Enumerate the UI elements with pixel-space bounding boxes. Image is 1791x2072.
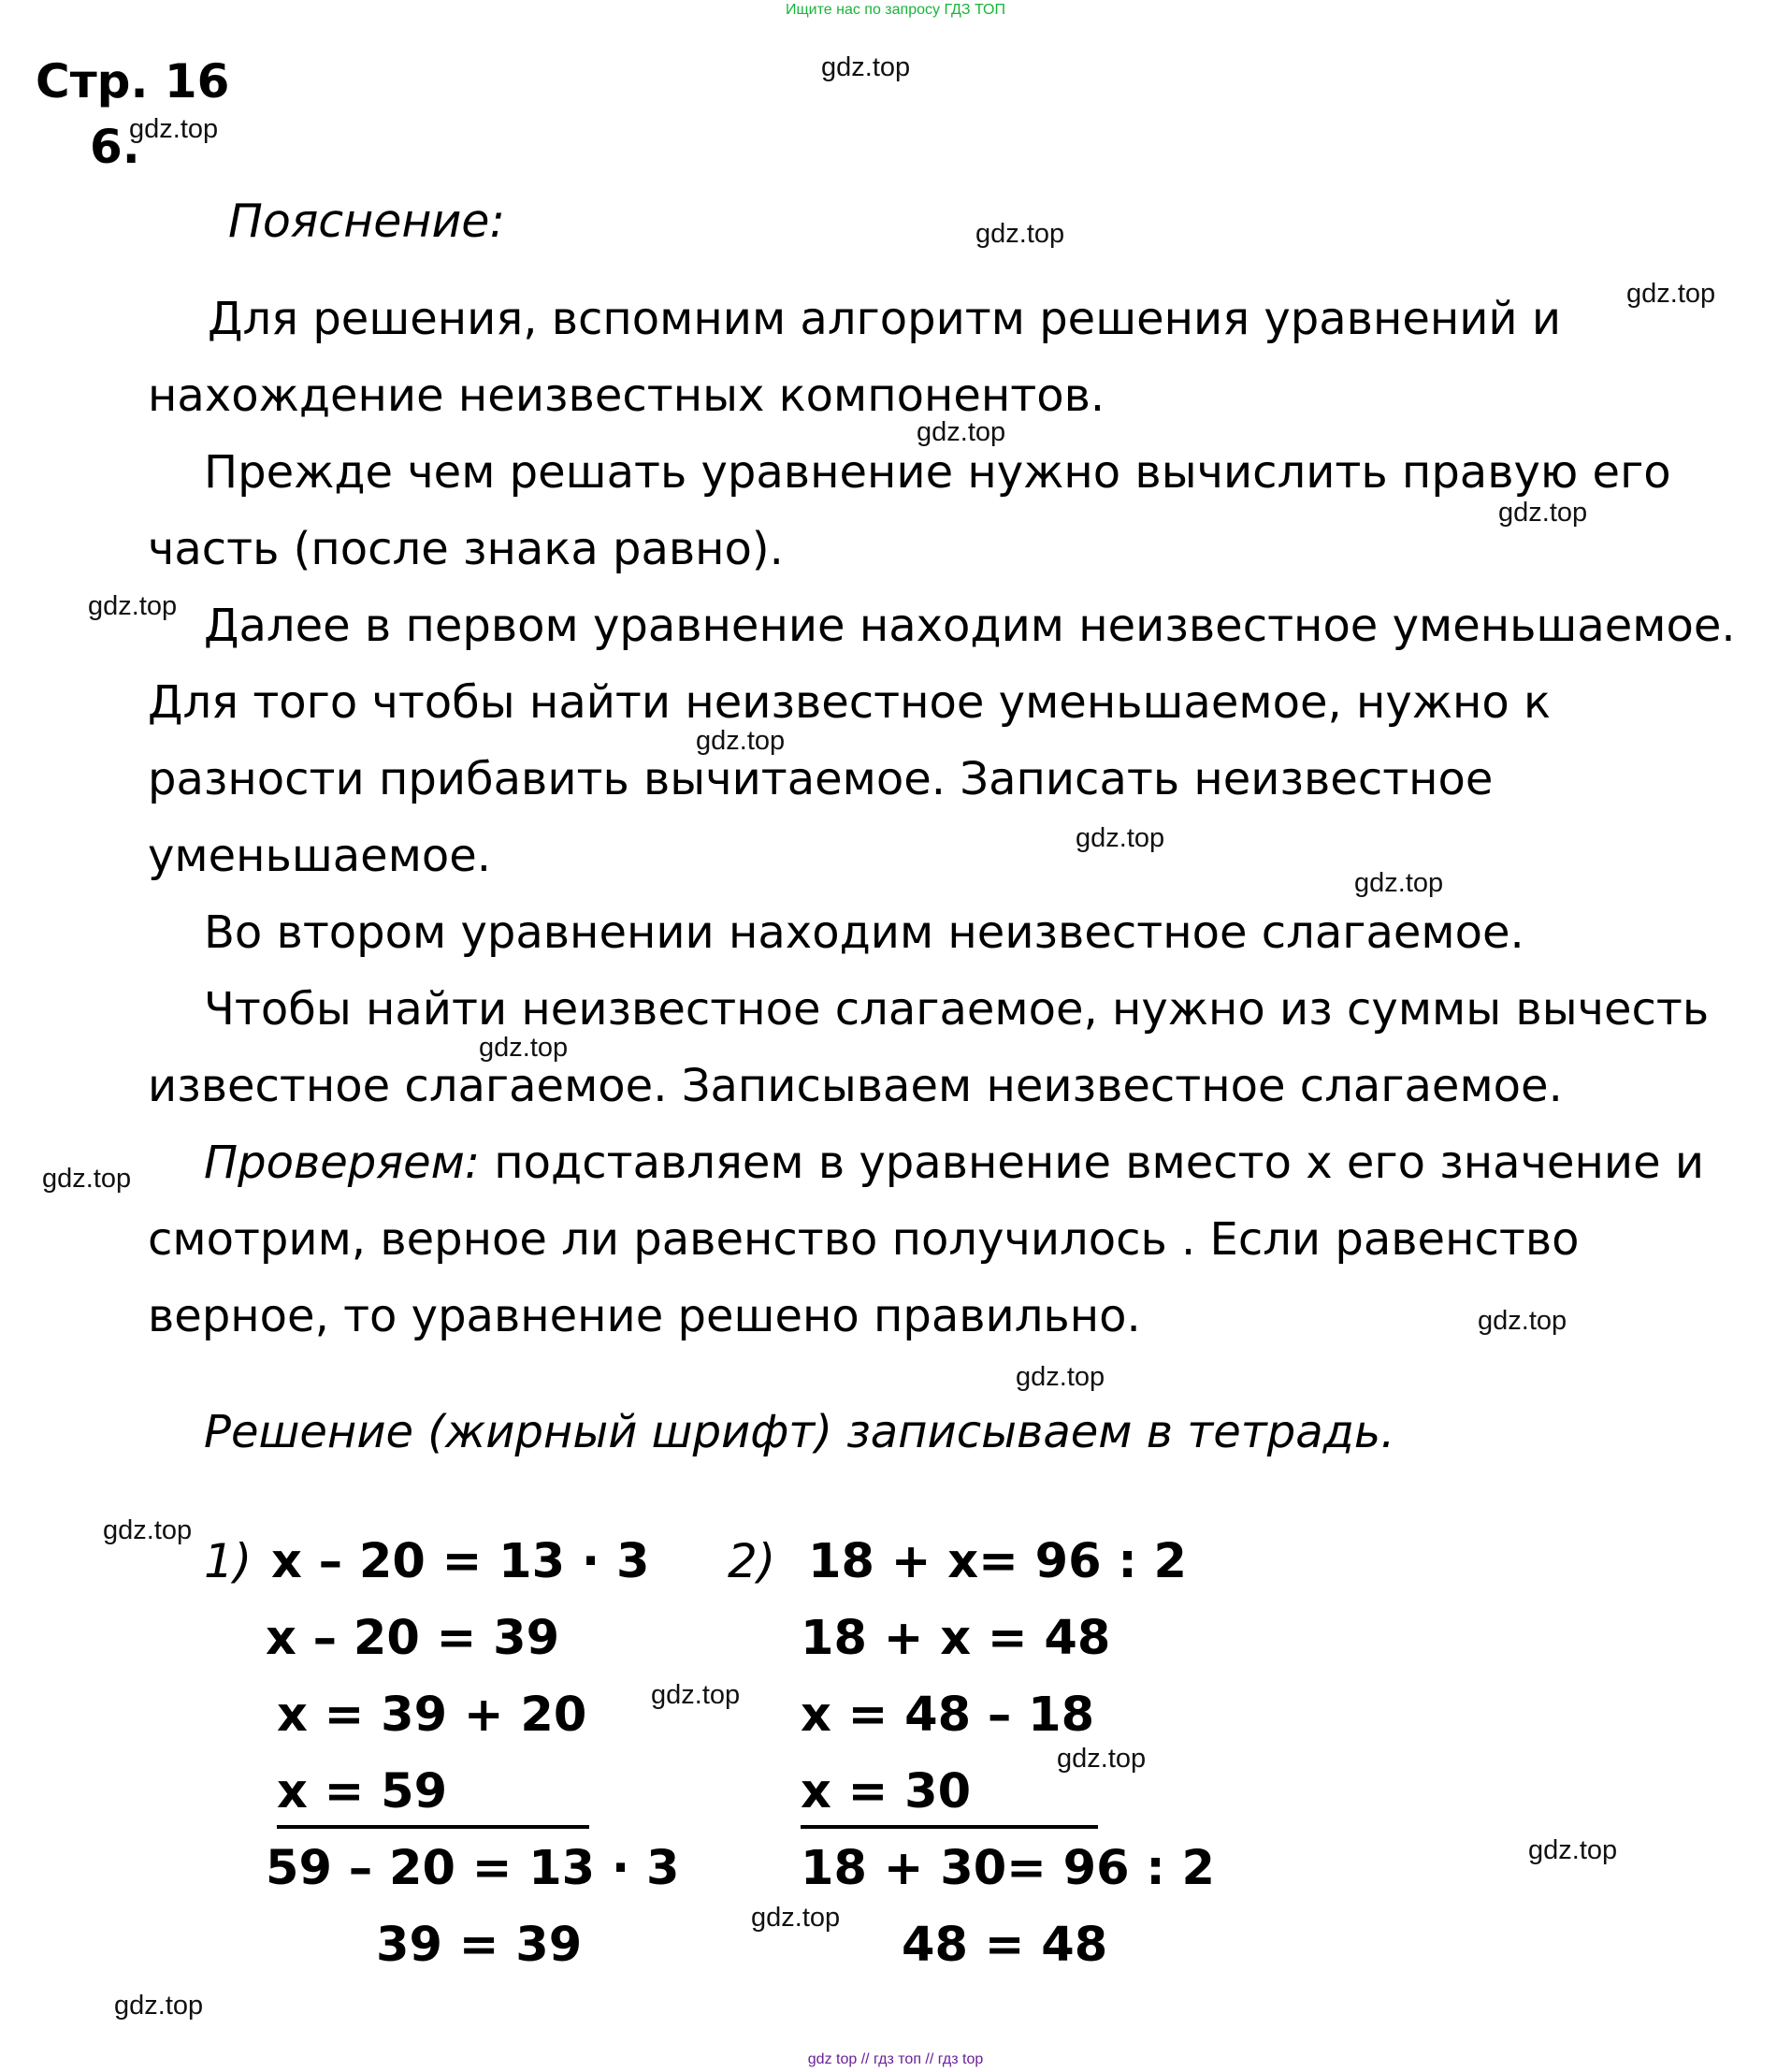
watermark: gdz.top: [1528, 1835, 1618, 1865]
watermark: gdz.top: [88, 591, 178, 621]
solution-note: Решение (жирный шрифт) записываем в тетрадь.: [204, 1406, 1395, 1458]
explanation-line: разности прибавить вычитаемое. Записать неизвестное: [148, 753, 1494, 805]
watermark: gdz.top: [1498, 498, 1588, 528]
solution-2-number: 2): [728, 1534, 776, 1588]
solution-2-answer: х = 30: [801, 1764, 972, 1819]
solution-1-check: 59 – 20 = 13 · 3: [266, 1841, 680, 1896]
watermark: gdz.top: [1076, 823, 1165, 853]
check-line: верное, то уравнение решено правильно.: [148, 1290, 1141, 1342]
check-line: [204, 1124, 1704, 1201]
watermark: gdz.top: [1057, 1744, 1147, 1774]
explanation-line: нахождение неизвестных компонентов.: [148, 369, 1105, 422]
solution-1-line: х – 20 = 13 · 3: [271, 1534, 650, 1589]
check-text: подставляем в уравнение вместо х его значение и: [480, 1137, 1705, 1189]
solution-1-line: х – 20 = 39: [266, 1611, 560, 1666]
solution-2-check-result: 48 = 48: [902, 1918, 1108, 1973]
watermark: gdz.top: [917, 417, 1006, 447]
solution-1-check-result: 39 = 39: [376, 1918, 583, 1973]
solution-1-line: х = 39 + 20: [277, 1688, 587, 1743]
solution-2-line: х = 48 – 18: [801, 1688, 1095, 1743]
explanation-line: Чтобы найти неизвестное слагаемое, нужно из суммы вычесть: [204, 983, 1710, 1036]
watermark: gdz.top: [696, 726, 786, 756]
watermark: gdz.top: [751, 1903, 841, 1933]
watermark: gdz.top: [479, 1033, 569, 1063]
watermark: gdz.top: [821, 52, 911, 82]
solution-2-underline: [801, 1825, 1098, 1829]
watermark: gdz.top: [651, 1680, 741, 1710]
explanation-line: Во втором уравнении находим неизвестное слагаемое.: [204, 906, 1524, 959]
explanation-title: Пояснение:: [228, 195, 505, 248]
solution-1-number: 1): [204, 1534, 253, 1588]
watermark: gdz.top: [975, 219, 1065, 249]
solution-1-underline: [277, 1825, 589, 1829]
explanation-line: Для решения, вспомним алгоритм решения уравнений и: [208, 293, 1562, 345]
check-line: смотрим, верное ли равенство получилось . Если равенство: [148, 1213, 1580, 1266]
explanation-line: часть (после знака равно).: [148, 523, 784, 575]
solution-2-line: 18 + х= 96 : 2: [808, 1534, 1187, 1589]
solution-2-line: 18 + х = 48: [801, 1611, 1111, 1666]
solution-1-answer: х = 59: [277, 1764, 448, 1819]
check-label: Проверяем:: [204, 1137, 481, 1189]
explanation-line: Для того чтобы найти неизвестное уменьшаемое, нужно к: [148, 676, 1552, 729]
explanation-line: уменьшаемое.: [148, 830, 492, 882]
watermark: gdz.top: [1354, 868, 1444, 898]
bottom-banner: gdz top // гдз топ // гдз top: [807, 2051, 984, 2067]
explanation-line: Далее в первом уравнение находим неизвестное уменьшаемое.: [204, 600, 1736, 652]
top-banner: Ищите нас по запросу ГДЗ ТОП: [786, 2, 1005, 18]
solution-2-check: 18 + 30= 96 : 2: [801, 1841, 1216, 1896]
task-number: 6.: [90, 120, 140, 174]
explanation-line: Прежде чем решать уравнение нужно вычислить правую его: [204, 446, 1671, 499]
watermark: gdz.top: [129, 114, 219, 144]
watermark: gdz.top: [1478, 1306, 1567, 1336]
page-number: Стр. 16: [36, 54, 230, 109]
watermark: gdz.top: [1626, 279, 1716, 309]
watermark: gdz.top: [114, 1991, 204, 2021]
explanation-line: известное слагаемое. Записываем неизвестное слагаемое.: [148, 1060, 1563, 1112]
watermark: gdz.top: [1016, 1362, 1105, 1392]
watermark: gdz.top: [42, 1164, 132, 1194]
watermark: gdz.top: [103, 1515, 193, 1545]
